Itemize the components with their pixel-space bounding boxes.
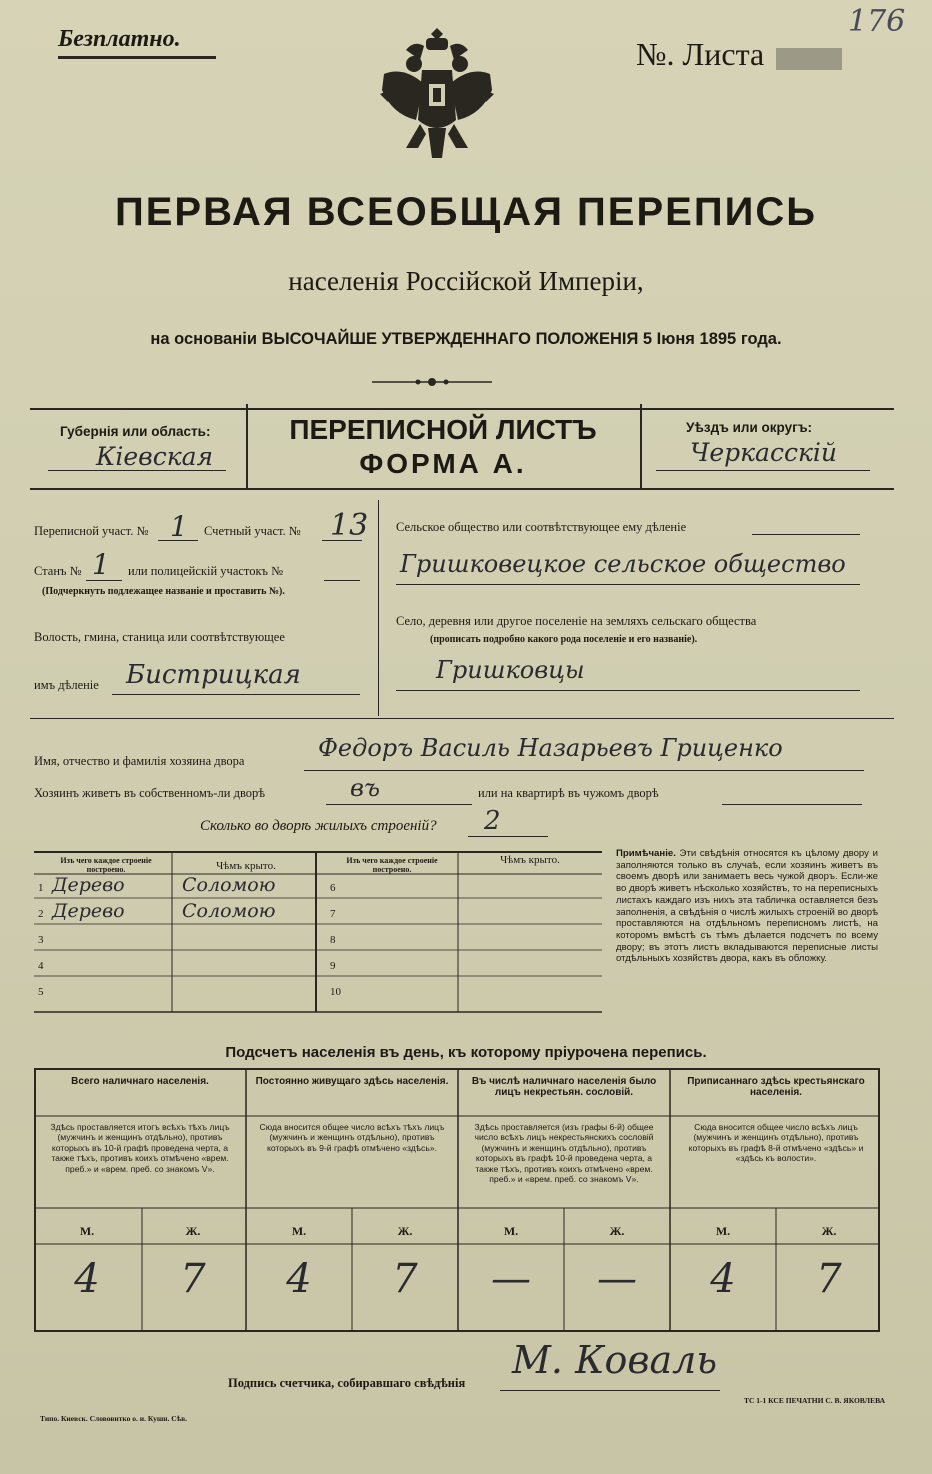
- volost-line: [112, 694, 360, 695]
- bt-row-number: 8: [330, 934, 336, 946]
- sign-line: [500, 1390, 720, 1391]
- bt-left-roof-head: Чѣмъ крыто.: [216, 860, 276, 872]
- population-col-desc: Сюда вносится общее число всѣхъ тѣхъ лицъ (мужчинъ и женщинъ отдѣльно), противъ которыхъ въ 9-й графѣ отмѣчено «здѣсь».: [259, 1122, 445, 1153]
- sign-label: Подпись счетчика, собиравшаго свѣдѣнія: [228, 1376, 466, 1390]
- band-bottom-line: [30, 488, 894, 490]
- volost-value: Бистрицкая: [126, 660, 301, 690]
- population-title: Подсчетъ населенія въ день, къ которому пріурочена перепись.: [225, 1044, 707, 1061]
- section-line: [30, 718, 894, 719]
- bt-row-number: 10: [330, 986, 341, 998]
- owner-lives-label-2: или на квартирѣ въ чужомъ дворѣ: [478, 786, 659, 800]
- basis-line: на основаніи ВЫСОЧАЙШЕ УТВЕРЖДЕННАГО ПОЛОЖЕНІЯ 5 Іюня 1895 года.: [150, 330, 782, 348]
- census-plot-value: 1: [170, 510, 188, 543]
- population-f-value: 7: [392, 1256, 418, 1302]
- stan-value: 1: [92, 548, 110, 581]
- village-line: [396, 690, 860, 691]
- population-f-value: 7: [816, 1256, 842, 1302]
- population-col-desc: Здѣсь проставляется итогъ всѣхъ тѣхъ лицъ (мужчинъ и женщинъ отдѣльно), противъ которыхъ въ 10-й графѣ проведена черта, а также тѣхъ, противъ коихъ отмѣчено «врем. преб.» и «врем. преб. со знакомъ V».: [50, 1122, 230, 1174]
- count-plot-value: 13: [330, 508, 369, 543]
- volost-label-2: имъ дѣленіе: [34, 678, 99, 692]
- bt-row-number: 1: [38, 882, 44, 894]
- society-line-1: [752, 534, 860, 535]
- buildings-line: [468, 836, 548, 837]
- main-title: ПЕРВАЯ ВСЕОБЩАЯ ПЕРЕПИСЬ: [115, 190, 817, 234]
- population-col-desc: Сюда вносится общее число всѣхъ лицъ (мужчинъ и женщинъ отдѣльно), противъ которыхъ въ графѣ 8-й отмѣчено «здѣсь» и «здѣсь къ волости».: [688, 1122, 864, 1164]
- underline-note: (Подчеркнуть подлежащее названіе и проставить №).: [42, 586, 285, 597]
- population-f-label: Ж.: [821, 1224, 837, 1238]
- province-label: Губернія или область:: [60, 424, 211, 439]
- buildings-value: 2: [484, 806, 501, 836]
- bt-row-number: 2: [38, 908, 44, 920]
- subtitle: населенія Россійской Имперіи,: [288, 266, 644, 296]
- society-label: Сельское общество или соотвѣтствующее ему дѣленіе: [396, 520, 687, 534]
- stan-line: [86, 580, 122, 581]
- population-f-label: Ж.: [609, 1224, 625, 1238]
- society-line-2: [396, 584, 860, 585]
- population-m-label: М.: [715, 1224, 731, 1238]
- free-underline: [58, 56, 216, 59]
- district-line: [656, 470, 870, 471]
- population-col-desc: Здѣсь проставляется (изъ графы 6-й) общее число всѣхъ лицъ некрестьянскихъ сословій (мужчинъ и женщинъ отдѣльно), противъ которыхъ въ графѣ 10-й проведена черта, а также тѣхъ, противъ коихъ отмѣчено «врем. преб.» и «врем. преб. со знакомъ V».: [474, 1122, 654, 1185]
- bt-row-number: 4: [38, 960, 44, 972]
- population-f-value: —: [597, 1256, 637, 1302]
- village-value: Гришковцы: [436, 656, 585, 684]
- census-plot-line: [158, 540, 198, 541]
- print-left: Типо. Киевск. Слововитко о. и. Кушн. Сѣв.: [40, 1414, 188, 1423]
- population-m-value: 4: [286, 1256, 312, 1302]
- population-m-label: М.: [503, 1224, 519, 1238]
- bt-row-roof: Соломою: [182, 900, 276, 922]
- owner-lives-line-2: [722, 804, 862, 805]
- society-value: Гришковецкое сельское общество: [400, 550, 846, 578]
- print-right: ТС 1-1 КСЕ ПЕЧАТНИ С. В. ЯКОВЛЕВА: [744, 1396, 886, 1405]
- note-title: Примѣчаніе.: [616, 848, 676, 859]
- population-m-value: 4: [710, 1256, 736, 1302]
- population-f-label: Ж.: [397, 1224, 413, 1238]
- form-title: ПЕРЕПИСНОЙ ЛИСТЪ: [289, 414, 597, 445]
- sheet-no-label: №. Листа: [636, 36, 765, 72]
- note-text: Эти свѣдѣнія относятся къ цѣлому двору и заполняются только въ случаѣ, если хозяинъ живетъ въ своемъ дворѣ или занимаетъ весь чужой дворъ. Если-же во дворѣ живетъ нѣсколько хозяйствъ, то на переписныхъ листахъ каждаго изъ нихъ эта табличка оставляется безъ заполненія, а свѣдѣнія о числѣ жилыхъ строеній во дворѣ проставляются на отдѣльномъ переписномъ листѣ, на которомъ вмѣстѣ съ тѣмъ дѣлается подсчетъ по всему двору; въ этотъ листъ вкладываются переписные листы отдѣльныхъ хозяйствъ двора, какъ въ обложку.: [616, 848, 878, 965]
- owner-name-label: Имя, отчество и фамилія хозяина двора: [34, 754, 245, 768]
- count-plot-label: Счетный участ. №: [204, 524, 301, 538]
- count-plot-line: [322, 540, 362, 541]
- bt-row-roof: Соломою: [182, 874, 276, 896]
- population-m-label: М.: [291, 1224, 307, 1238]
- sign-value: М. Коваль: [512, 1338, 718, 1382]
- sheet-no-redaction: [776, 48, 842, 70]
- province-line: [48, 470, 226, 471]
- province-value: Кіевская: [96, 442, 214, 471]
- sheet-no-hand: 176: [848, 4, 906, 39]
- bt-row-number: 7: [330, 908, 336, 920]
- district-label: Уѣздъ или округъ:: [686, 420, 813, 435]
- bt-left-material-head: Изъ чего каждое строеніе построено.: [60, 856, 152, 874]
- stan-label: Станъ №: [34, 564, 82, 578]
- police-label: или полицейскій участокъ №: [128, 564, 284, 578]
- blocks-divider: [378, 500, 379, 716]
- police-line: [324, 580, 360, 581]
- band-divider-right: [640, 404, 642, 490]
- bt-row-number: 5: [38, 986, 44, 998]
- population-col-head: Постоянно живущаго здѣсь населенія.: [255, 1076, 449, 1087]
- bt-right-material-head: Изъ чего каждое строеніе построено.: [346, 856, 438, 874]
- bt-row-material: Дерево: [52, 900, 125, 922]
- district-value: Черкасскій: [690, 438, 837, 467]
- volost-label: Волость, гмина, станица или соотвѣтствующее: [34, 630, 285, 644]
- owner-name-line: [304, 770, 864, 771]
- band-top-line: [30, 408, 894, 410]
- owner-lives-line: [326, 804, 472, 805]
- population-col-head: Въ числѣ наличнаго населенія было лицъ некрестьян. сословій.: [471, 1076, 657, 1098]
- form-name: ФОРМА А.: [359, 448, 527, 479]
- owner-name-value: Федоръ Василь Назарьевъ Гриценко: [318, 734, 783, 762]
- bt-row-number: 9: [330, 960, 336, 972]
- note-block: [616, 848, 878, 965]
- eagle-emblem-icon: [376, 24, 498, 174]
- bt-row-material: Дерево: [52, 874, 125, 896]
- population-col-head: Всего наличнаго населенія.: [71, 1076, 209, 1087]
- population-f-value: 7: [180, 1256, 206, 1302]
- population-col-head: Приписаннаго здѣсь крестьянскаго населенія.: [687, 1076, 865, 1098]
- population-f-label: Ж.: [185, 1224, 201, 1238]
- owner-lives-value: въ: [350, 774, 380, 802]
- village-note: (прописать подробно какого рода поселеніе и его названіе).: [430, 634, 698, 645]
- bt-right-roof-head: Чѣмъ крыто.: [500, 854, 560, 866]
- population-m-value: —: [491, 1256, 531, 1302]
- census-plot-label: Переписной участ. №: [34, 524, 149, 538]
- free-label: Безплатно.: [58, 26, 181, 52]
- population-m-value: 4: [74, 1256, 100, 1302]
- buildings-label: Сколько во дворѣ жилыхъ строеній?: [200, 818, 437, 834]
- bt-row-number: 6: [330, 882, 336, 894]
- bt-row-number: 3: [38, 934, 44, 946]
- owner-lives-label: Хозяинъ живетъ въ собственномъ-ли дворѣ: [34, 786, 266, 800]
- ornament-divider: [372, 376, 492, 388]
- village-label: Село, деревня или другое поселеніе на земляхъ сельскаго общества: [396, 614, 757, 628]
- population-m-label: М.: [79, 1224, 95, 1238]
